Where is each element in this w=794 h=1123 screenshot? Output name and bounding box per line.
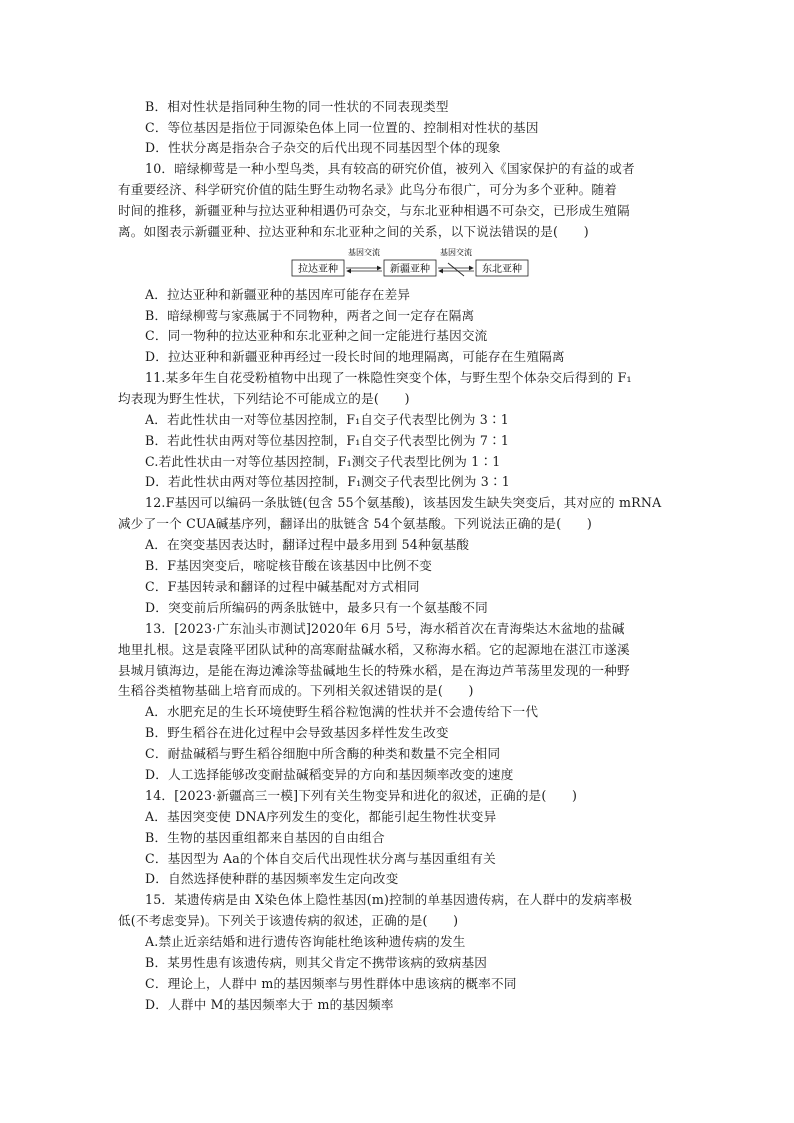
q14-option-a: A．基因突变使 DNA序列发生的变化，都能引起生物性状变异: [145, 809, 497, 824]
q15-stem-line-2: 低(不考虑变异)。下列关于该遗传病的叙述，正确的是( ): [118, 913, 459, 928]
q12-option-b: B．F基因突变后，嘧啶核苷酸在该基因中比例不变: [145, 558, 433, 573]
q11-stem-line-1: 11.某多年生自花受粉植物中出现了一株隐性突变个体，与野生型个体杂交后得到的 F₁: [145, 370, 632, 385]
q13-option-a: A．水肥充足的生长环境使野生稻谷粒饱满的性状并不会遗传给下一代: [145, 704, 539, 719]
q15-option-d: D．人群中 M的基因频率大于 m的基因频率: [145, 997, 394, 1012]
q10-option-c: C．同一物种的拉达亚种和东北亚种之间一定能进行基因交流: [145, 328, 488, 343]
q11-option-d: D．若此性状由两对等位基因控制，F₁测交子代表型比例为 3∶1: [145, 474, 510, 489]
subspecies-diagram-svg: [290, 246, 530, 278]
q13-stem-line-3: 县城月镇海边，是能在海边滩涂等盐碱地生长的特殊水稻，是在海边芦苇荡里发现的一种野: [118, 663, 630, 678]
q12-option-a: A．在突变基因表达时，翻译过程中最多用到 54种氨基酸: [145, 537, 470, 552]
q12-option-c: C．F基因转录和翻译的过程中碱基配对方式相同: [145, 579, 420, 594]
q12-stem-line-2: 减少了一个 CUA碱基序列，翻译出的肽链含 54个氨基酸。下列说法正确的是( ): [118, 516, 593, 531]
q12-stem-line-1: 12.F基因可以编码一条肽链(包含 55个氨基酸)，该基因发生缺失突变后，其对应的 mRNA: [145, 495, 662, 510]
q10-stem-line-2: 有重要经济、科学研究价值的陆生野生动物名录》此鸟分布很广，可分为多个亚种。随着: [118, 182, 617, 197]
q14-option-c: C．基因型为 Aa的个体自交后代出现性状分离与基因重组有关: [145, 851, 496, 866]
q11-option-a: A．若此性状由一对等位基因控制，F₁自交子代表型比例为 3∶1: [145, 412, 509, 427]
q10-option-d: D．拉达亚种和新疆亚种再经过一段长时间的地理隔离，可能存在生殖隔离: [145, 349, 565, 364]
q11-option-b: B．若此性状由两对等位基因控制，F₁自交子代表型比例为 7∶1: [145, 433, 510, 448]
q15-option-b: B．某男性患有该遗传病，则其父肯定不携带该病的致病基因: [145, 955, 488, 970]
q13-stem-line-1: 13．[2023·广东汕头市测试]2020年 6月 5号，海水稻首次在青海柴达木盆地的盐碱: [145, 621, 625, 636]
q15-stem-line-1: 15．某遗传病是由 X染色体上隐性基因(m)控制的单基因遗传病，在人群中的发病率极: [145, 892, 633, 907]
q13-stem-line-2: 地里扎根。这是袁隆平团队试种的高寒耐盐碱水稻，又称海水稻。它的起源地在湛江市遂溪: [118, 642, 630, 657]
q14-option-b: B．生物的基因重组都来自基因的自由组合: [145, 830, 385, 845]
q12-option-d: D．突变前后所编码的两条肽链中，最多只有一个氨基酸不同: [145, 600, 488, 615]
q13-option-b: B．野生稻谷在进化过程中会导致基因多样性发生改变: [145, 725, 449, 740]
q13-option-c: C．耐盐碱稻与野生稻谷细胞中所含酶的种类和数量不完全相同: [145, 746, 501, 761]
q15-option-a: A.禁止近亲结婚和进行遗传咨询能杜绝该种遗传病的发生: [145, 934, 466, 949]
box-dongbei-label: 东北亚种: [482, 264, 522, 275]
arrow-label-1: 基因交流: [348, 248, 380, 257]
box-lada-label: 拉达亚种: [298, 264, 338, 275]
q10-stem-line-3: 时间的推移，新疆亚种与拉达亚种相遇仍可杂交，与东北亚种相遇不可杂交，已形成生殖隔: [118, 203, 630, 218]
q10-stem-line-4: 离。如图表示新疆亚种、拉达亚种和东北亚种之间的关系，以下说法错误的是( ): [118, 224, 589, 239]
arrow-label-2: 基因交流: [440, 248, 472, 257]
q10-option-b: B．暗绿柳莺与家燕属于不同物种，两者之间一定存在隔离: [145, 308, 475, 323]
q11-option-c: C.若此性状由一对等位基因控制，F₁测交子代表型比例为 1∶1: [145, 454, 501, 469]
q10-stem-line-1: 10．暗绿柳莺是一种小型鸟类，具有较高的研究价值，被列入《国家保护的有益的或者: [145, 161, 635, 176]
box-xinjiang-label: 新疆亚种: [390, 264, 430, 275]
q9-option-c: C．等位基因是指位于同源染色体上同一位置的、控制相对性状的基因: [145, 120, 539, 135]
q15-option-c: C．理论上，人群中 m的基因频率与男性群体中患该病的概率不同: [145, 976, 517, 991]
subspecies-diagram: [290, 246, 530, 278]
arrow-cross-mark: [448, 263, 464, 276]
q9-option-d: D．性状分离是指杂合子杂交的后代出现不同基因型个体的现象: [145, 140, 501, 155]
q10-option-a: A．拉达亚种和新疆亚种的基因库可能存在差异: [145, 287, 411, 302]
q11-stem-line-2: 均表现为野生性状，下列结论不可能成立的是( ): [118, 391, 410, 406]
q9-option-b: B．相对性状是指同种生物的同一性状的不同表现类型: [145, 99, 449, 114]
q14-stem: 14．[2023·新疆高三一模]下列有关生物变异和进化的叙述，正确的是( ): [145, 788, 578, 803]
q13-option-d: D．人工选择能够改变耐盐碱稻变异的方向和基因频率改变的速度: [145, 767, 514, 782]
q14-option-d: D．自然选择使种群的基因频率发生定向改变: [145, 871, 399, 886]
q13-stem-line-4: 生稻谷类植物基础上培育而成的。下列相关叙述错误的是( ): [118, 683, 474, 698]
